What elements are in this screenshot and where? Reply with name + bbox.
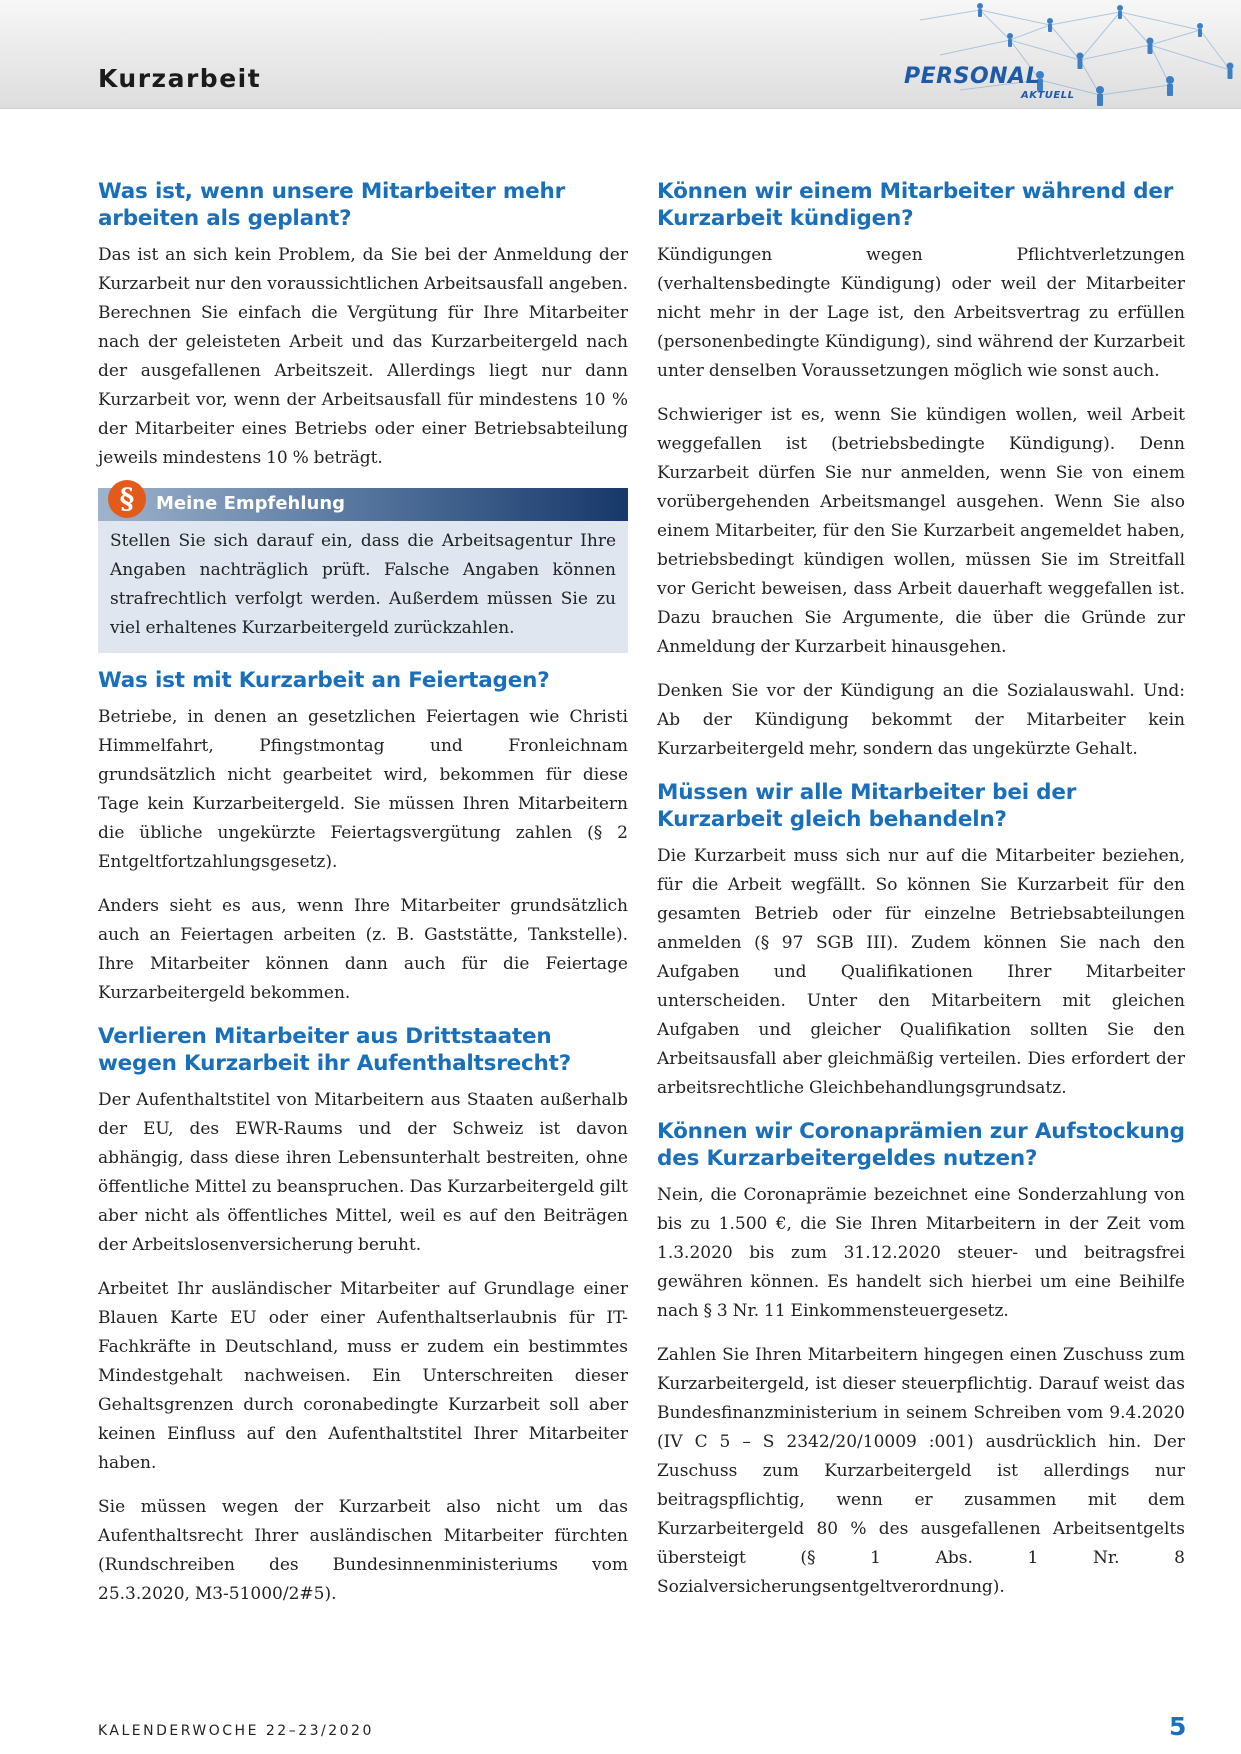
right-column xyxy=(657,178,1185,1617)
recommendation-box xyxy=(98,482,628,653)
section-feiertage xyxy=(98,667,628,1008)
paragraph: Anders sieht es aus, wenn Ihre Mitarbeiter grundsätzlich auch an Feiertagen arbeiten (z. B. Gaststätte, Tankstelle). Ihre Mitarbeiter können dann auch für die Feiertage Kurzarbeitergeld bekommen. xyxy=(98,896,628,1003)
section-coronapraemien xyxy=(657,1118,1185,1602)
paragraph: Schwieriger ist es, wenn Sie kündigen wollen, weil Arbeit weggefallen ist (betriebsbedingte Kündigung). Denn Kurzarbeit dürfen Sie nur anmelden, wenn Sie von einem vorübergehenden Arbeitsmangel ausgehen. Wenn Sie also einem Mitarbeiter, für den Sie Kurzarbeit angemeldet haben, betriebsbedingt kündigen wollen, müssen Sie im Streitfall vor Gericht beweisen, dass Arbeit dauerhaft weggefallen ist. Dazu brauchen Sie Argumente, die über die Gründe zur Anmeldung der Kurzarbeit hinausgehen. xyxy=(657,405,1185,657)
paragraph: Das ist an sich kein Problem, da Sie bei der Anmeldung der Kurzarbeit nur den voraussichtlichen Arbeitsausfall angeben. Berechnen Sie einfach die Vergütung für Ihre Mitarbeiter nach der geleisteten Arbeit und das Kurzarbeitergeld nach der ausgefallenen Arbeitszeit. Allerdings liegt nur dann Kurzarbeit vor, wenn der Arbeitsausfall für mindestens 10 % der Mitarbeiter eines Betriebs oder einer Betriebsabteilung jeweils mindestens 10 % beträgt. xyxy=(98,245,628,468)
section-heading: Was ist, wenn unsere Mitarbeiter mehr arbeiten als geplant? xyxy=(98,179,565,231)
personal-aktuell-logo xyxy=(904,64,1104,108)
paragraph: Kündigungen wegen Pflichtverletzungen (verhaltensbedingte Kündigung) oder weil der Mitarbeiter nicht mehr in der Lage ist, den Arbeitsvertrag zu erfüllen (personenbedingte Kündigung), sind während der Kurzarbeit unter denselben Voraussetzungen möglich wie sonst auch. xyxy=(657,245,1185,381)
page-title: Kurzarbeit xyxy=(98,64,262,93)
recommendation-text: Stellen Sie sich darauf ein, dass die Arbeitsagentur Ihre Angaben nachträglich prüft. Falsche Angaben können strafrechtlich verfolgt werden. Außerdem müssen Sie zu viel erhaltenes Kurzarbeitergeld zurückzahlen. xyxy=(110,531,616,638)
logo-main-text: PERSONAL xyxy=(904,64,1041,89)
section-gleich-behandeln xyxy=(657,779,1185,1103)
section-heading: Verlieren Mitarbeiter aus Drittstaaten wegen Kurzarbeit ihr Aufenthaltsrecht? xyxy=(98,1024,572,1076)
page-header xyxy=(0,0,1241,109)
recommendation-title: Meine Empfehlung xyxy=(156,493,346,514)
paragraph: Arbeitet Ihr ausländischer Mitarbeiter auf Grundlage einer Blauen Karte EU oder einer Aufenthaltserlaubnis für IT-Fachkräfte in Deutschland, muss er zudem ein bestimmtes Mindestgehalt nachweisen. Ein Unterschreiten dieser Gehaltsgrenzen durch coronabedingte Kurzarbeit soll aber keinen Einfluss auf den Aufenthaltstitel Ihrer Mitarbeiter haben. xyxy=(98,1279,628,1473)
section-drittstaaten xyxy=(98,1023,628,1609)
recommendation-body xyxy=(98,521,628,653)
paragraph: Denken Sie vor der Kündigung an die Sozialauswahl. Und: Ab der Kündigung bekommt der Mitarbeiter kein Kurzarbeitergeld mehr, sondern das ungekürzte Gehalt. xyxy=(657,681,1185,759)
paragraph: Betriebe, in denen an gesetzlichen Feiertagen wie Christi Himmelfahrt, Pfingstmontag und Fronleichnam grundsätzlich nicht gearbeitet wird, bekommen für diese Tage kein Kurzarbeitergeld. Sie müssen Ihren Mitarbeitern die übliche ungekürzte Feiertagsvergütung zahlen (§ 2 Entgeltfortzahlungsgesetz). xyxy=(98,707,628,872)
page-number: 5 xyxy=(1169,1712,1187,1741)
left-column xyxy=(98,178,628,1624)
footer-issue: KALENDERWOCHE 22–23/2020 xyxy=(98,1723,374,1739)
paragraph: Nein, die Coronaprämie bezeichnet eine Sonderzahlung von bis zu 1.500 €, die Sie Ihren Mitarbeitern in der Zeit vom 1.3.2020 bis zum 31.12.2020 steuer- und beitragsfrei gewähren können. Es handelt sich hierbei um eine Beihilfe nach § 3 Nr. 11 Einkommensteuergesetz. xyxy=(657,1185,1185,1321)
section-heading: Was ist mit Kurzarbeit an Feiertagen? xyxy=(98,668,550,693)
section-mehr-arbeiten xyxy=(98,178,628,473)
logo-sub-text: AKTUELL xyxy=(1021,90,1075,101)
paragraph: Die Kurzarbeit muss sich nur auf die Mitarbeiter beziehen, für die Arbeit wegfällt. So können Sie Kurzarbeit für den gesamten Betrieb oder für einzelne Betriebsabteilungen anmelden (§ 97 SGB III). Zudem können Sie nach den Aufgaben und Qualifikationen Ihrer Mitarbeiter unterscheiden. Unter den Mitarbeitern mit gleichen Aufgaben und gleicher Qualifikation sollten Sie den Arbeitsausfall aber gleichmäßig verteilen. Dies erfordert der arbeitsrechtliche Gleichbehandlungsgrundsatz. xyxy=(657,846,1185,1098)
recommendation-header xyxy=(98,482,628,521)
section-heading: Können wir Coronaprämien zur Aufstockung des Kurzarbeitergeldes nutzen? xyxy=(657,1119,1185,1171)
paragraph: Sie müssen wegen der Kurzarbeit also nicht um das Aufenthaltsrecht Ihrer ausländischen Mitarbeiter fürchten (Rundschreiben des Bundesinnenministeriums vom 25.3.2020, M3-51000/2#5). xyxy=(98,1497,628,1604)
paragraph: Zahlen Sie Ihren Mitarbeitern hingegen einen Zuschuss zum Kurzarbeitergeld, ist dieser steuerpflichtig. Darauf weist das Bundesfinanzministerium in seinem Schreiben vom 9.4.2020 (IV C 5 – S 2342/20/10009 :001) ausdrücklich hin. Der Zuschuss zum Kurzarbeitergeld ist allerdings nur beitragspflichtig, wenn er zusammen mit dem Kurzarbeitergeld 80 % des ausgefallenen Arbeitsentgelts übersteigt (§ 1 Abs. 1 Nr. 8 Sozialversicherungsentgeltverordnung). xyxy=(657,1345,1185,1597)
paragraph-sign-icon: § xyxy=(108,480,146,518)
section-heading: Können wir einem Mitarbeiter während der Kurzarbeit kündigen? xyxy=(657,179,1174,231)
section-kuendigen xyxy=(657,178,1185,764)
paragraph: Der Aufenthaltstitel von Mitarbeitern aus Staaten außerhalb der EU, des EWR-Raums und der Schweiz ist davon abhängig, dass diese ihren Lebensunterhalt bestreiten, ohne öffentliche Mittel zu beanspruchen. Das Kurzarbeitergeld gilt aber nicht als öffentliches Mittel, weil es auf den Beiträgen der Arbeitslosenversicherung beruht. xyxy=(98,1090,628,1255)
section-heading: Müssen wir alle Mitarbeiter bei der Kurzarbeit gleich behandeln? xyxy=(657,780,1077,832)
